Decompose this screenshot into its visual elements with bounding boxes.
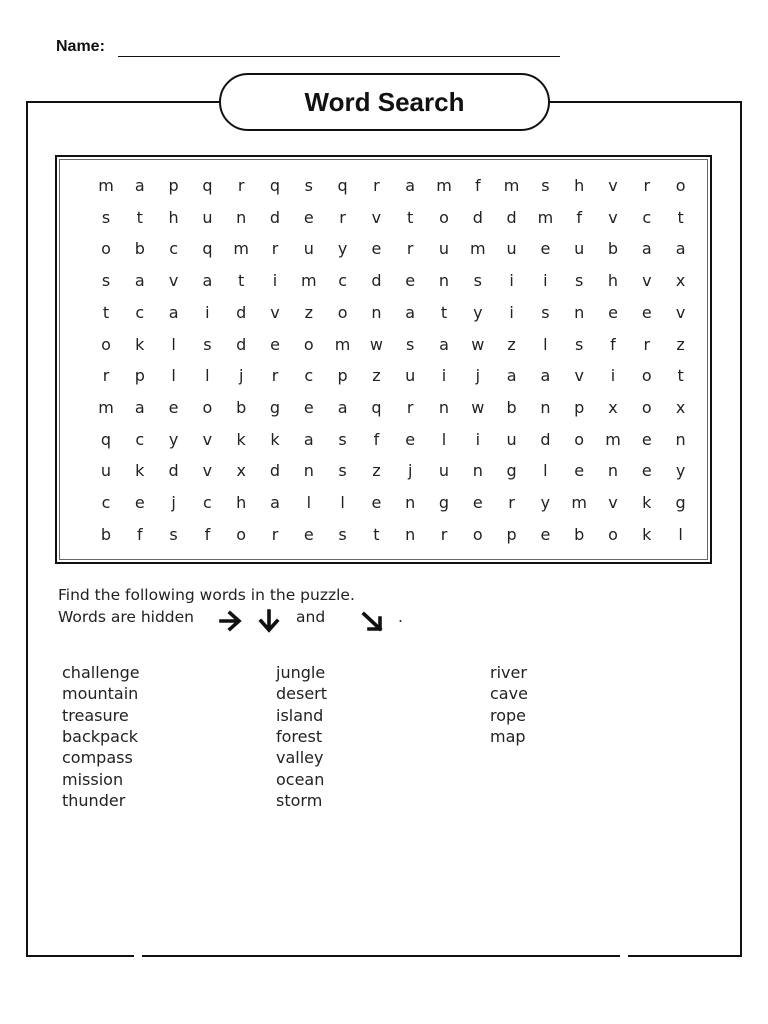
- grid-letter[interactable]: t: [440, 302, 448, 322]
- grid-letter[interactable]: e: [270, 334, 280, 354]
- grid-letter[interactable]: r: [271, 239, 279, 259]
- grid-letter[interactable]: n: [371, 302, 382, 322]
- grid-letter[interactable]: o: [439, 207, 449, 227]
- grid-letter[interactable]: h: [574, 176, 585, 195]
- grid-letter[interactable]: t: [407, 207, 414, 227]
- grid-letter[interactable]: v: [202, 461, 213, 481]
- grid-letter[interactable]: b: [574, 524, 585, 544]
- grid-letter[interactable]: y: [337, 239, 348, 259]
- arrow-down-icon: [256, 608, 282, 634]
- grid-letter[interactable]: e: [134, 493, 145, 512]
- grid-letter[interactable]: q: [202, 176, 213, 195]
- word-item: valley: [276, 748, 324, 767]
- grid-letter[interactable]: r: [643, 176, 651, 195]
- grid-letter[interactable]: m: [233, 239, 249, 259]
- grid-letter[interactable]: s: [541, 176, 550, 195]
- grid-letter[interactable]: r: [440, 524, 448, 544]
- grid-letter[interactable]: e: [371, 493, 382, 512]
- grid-letter[interactable]: p: [506, 524, 517, 544]
- grid-letter[interactable]: m: [537, 207, 554, 227]
- grid-letter[interactable]: m: [301, 271, 317, 291]
- instruction-prefix: Words are hidden: [58, 608, 195, 626]
- grid-letter[interactable]: d: [540, 429, 551, 449]
- grid-letter[interactable]: l: [171, 366, 176, 386]
- grid-letter[interactable]: r: [406, 239, 414, 259]
- grid-letter[interactable]: m: [503, 176, 520, 195]
- grid-letter[interactable]: r: [271, 366, 279, 386]
- grid-letter[interactable]: e: [540, 524, 551, 544]
- grid-letter[interactable]: t: [238, 271, 245, 291]
- word-item: map: [490, 727, 526, 746]
- word-item: river: [490, 663, 527, 682]
- grid-letter[interactable]: a: [405, 302, 416, 322]
- grid-letter[interactable]: i: [441, 366, 447, 386]
- page-title: Word Search: [304, 86, 465, 117]
- letter-grid: [57, 157, 710, 562]
- name-line[interactable]: [118, 56, 560, 57]
- grid-letter[interactable]: p: [168, 176, 179, 195]
- grid-letter[interactable]: a: [439, 334, 449, 354]
- grid-letter[interactable]: k: [270, 429, 280, 449]
- grid-letter[interactable]: l: [205, 366, 210, 386]
- name-label: Name:: [56, 38, 105, 55]
- grid-letter[interactable]: n: [675, 429, 686, 449]
- grid-letter[interactable]: c: [202, 493, 212, 512]
- grid-letter[interactable]: k: [642, 493, 652, 512]
- grid-letter[interactable]: f: [204, 524, 211, 544]
- grid-letter[interactable]: z: [676, 334, 685, 354]
- grid-letter[interactable]: a: [405, 176, 416, 195]
- grid-letter[interactable]: n: [405, 524, 416, 544]
- grid-letter[interactable]: f: [136, 524, 143, 544]
- grid-letter[interactable]: d: [506, 207, 517, 227]
- grid-letter[interactable]: i: [272, 271, 278, 291]
- grid-letter[interactable]: r: [373, 176, 380, 195]
- grid-letter[interactable]: s: [575, 271, 584, 291]
- grid-letter[interactable]: b: [134, 239, 145, 259]
- grid-letter[interactable]: a: [168, 302, 179, 322]
- grid-letter[interactable]: s: [101, 271, 111, 291]
- word-item: thunder: [62, 791, 126, 810]
- title-banner: [219, 73, 550, 131]
- grid-letter[interactable]: a: [641, 239, 652, 259]
- grid-letter[interactable]: o: [303, 334, 314, 354]
- grid-letter[interactable]: s: [101, 207, 111, 227]
- grid-letter[interactable]: g: [269, 397, 281, 417]
- grid-letter[interactable]: a: [270, 493, 280, 512]
- grid-letter[interactable]: v: [608, 176, 618, 195]
- grid-letter[interactable]: e: [641, 429, 652, 449]
- grid-letter[interactable]: x: [675, 397, 686, 417]
- grid-letter[interactable]: a: [134, 271, 145, 291]
- grid-letter[interactable]: k: [236, 429, 246, 449]
- grid-letter[interactable]: o: [101, 239, 111, 259]
- grid-letter[interactable]: m: [334, 334, 351, 354]
- grid-letter[interactable]: e: [641, 461, 652, 481]
- grid-letter[interactable]: r: [339, 207, 346, 227]
- grid-letter[interactable]: q: [337, 176, 348, 195]
- grid-letter[interactable]: a: [303, 429, 314, 449]
- grid-letter[interactable]: r: [271, 524, 279, 544]
- word-item: backpack: [62, 727, 139, 746]
- grid-letter[interactable]: v: [642, 271, 652, 291]
- grid-letter[interactable]: l: [171, 334, 176, 354]
- arrow-right-icon: [218, 609, 244, 633]
- grid-letter[interactable]: v: [608, 207, 618, 227]
- grid-letter[interactable]: d: [269, 461, 281, 481]
- grid-letter[interactable]: h: [168, 207, 179, 227]
- word-item: cave: [490, 684, 528, 703]
- grid-letter[interactable]: e: [405, 271, 416, 291]
- grid-letter[interactable]: j: [171, 493, 176, 512]
- grid-letter[interactable]: e: [168, 397, 179, 417]
- grid-letter[interactable]: c: [135, 302, 145, 322]
- grid-letter[interactable]: b: [236, 397, 247, 417]
- grid-letter[interactable]: u: [574, 239, 585, 259]
- grid-letter[interactable]: a: [675, 239, 686, 259]
- grid-letter[interactable]: o: [101, 334, 111, 354]
- arrow-down-right-icon: [360, 609, 386, 635]
- word-item: forest: [276, 727, 323, 746]
- grid-letter[interactable]: w: [369, 334, 383, 354]
- grid-letter[interactable]: i: [475, 429, 481, 449]
- grid-letter[interactable]: s: [338, 429, 347, 449]
- grid-letter[interactable]: o: [236, 524, 247, 544]
- grid-letter[interactable]: u: [303, 239, 314, 259]
- grid-letter[interactable]: q: [100, 429, 112, 449]
- grid-letter[interactable]: m: [470, 239, 486, 259]
- word-item: challenge: [62, 663, 140, 682]
- grid-letter[interactable]: r: [102, 366, 110, 386]
- grid-letter[interactable]: y: [675, 461, 686, 481]
- grid-letter[interactable]: r: [643, 334, 651, 354]
- grid-letter[interactable]: l: [306, 493, 312, 512]
- grid-letter[interactable]: u: [506, 239, 517, 259]
- grid-letter[interactable]: u: [438, 461, 450, 481]
- word-item: desert: [276, 684, 328, 703]
- grid-letter[interactable]: y: [540, 493, 551, 512]
- grid-letter[interactable]: d: [168, 461, 179, 481]
- grid-letter[interactable]: x: [608, 397, 618, 417]
- grid-letter[interactable]: g: [438, 493, 450, 512]
- grid-letter[interactable]: m: [98, 176, 114, 195]
- grid-letter[interactable]: i: [610, 366, 616, 386]
- grid-letter[interactable]: e: [608, 302, 618, 322]
- grid-letter[interactable]: c: [169, 239, 178, 259]
- grid-letter[interactable]: e: [641, 302, 652, 322]
- grid-letter[interactable]: f: [373, 429, 380, 449]
- grid-letter[interactable]: u: [202, 207, 213, 227]
- grid-letter[interactable]: n: [472, 461, 483, 481]
- grid-letter[interactable]: h: [236, 493, 247, 512]
- grid-letter[interactable]: o: [641, 397, 652, 417]
- grid-letter[interactable]: t: [136, 207, 143, 227]
- grid-letter[interactable]: e: [303, 397, 314, 417]
- word-item: treasure: [62, 706, 129, 725]
- frame-gap-left: [134, 955, 142, 959]
- grid-letter[interactable]: c: [101, 493, 111, 512]
- grid-letter[interactable]: n: [607, 461, 619, 481]
- word-item: ocean: [276, 770, 325, 789]
- grid-letter[interactable]: p: [337, 366, 348, 386]
- grid-letter[interactable]: l: [441, 429, 447, 449]
- grid-letter[interactable]: t: [677, 207, 684, 227]
- frame-gap-right: [620, 955, 628, 959]
- grid-letter[interactable]: p: [574, 397, 585, 417]
- grid-letter[interactable]: h: [607, 271, 619, 291]
- grid-letter[interactable]: j: [475, 366, 481, 386]
- grid-letter[interactable]: z: [507, 334, 516, 354]
- grid-letter[interactable]: d: [371, 271, 382, 291]
- grid-letter[interactable]: w: [471, 334, 485, 354]
- grid-letter[interactable]: s: [338, 461, 347, 481]
- grid-letter[interactable]: z: [372, 366, 381, 386]
- grid-letter[interactable]: a: [506, 366, 517, 386]
- grid-letter[interactable]: t: [373, 524, 380, 544]
- grid-letter[interactable]: u: [100, 461, 112, 481]
- grid-letter[interactable]: o: [641, 366, 652, 386]
- grid-letter[interactable]: n: [438, 397, 450, 417]
- grid-letter[interactable]: v: [270, 302, 280, 322]
- grid-letter[interactable]: l: [543, 334, 548, 354]
- grid-letter[interactable]: s: [541, 302, 550, 322]
- grid-letter[interactable]: v: [675, 302, 686, 322]
- grid-letter[interactable]: o: [675, 176, 686, 195]
- grid-letter[interactable]: a: [540, 366, 551, 386]
- grid-letter[interactable]: m: [605, 429, 621, 449]
- grid-letter[interactable]: i: [543, 271, 548, 291]
- grid-letter[interactable]: f: [474, 176, 481, 195]
- grid-letter[interactable]: e: [540, 239, 551, 259]
- grid-letter[interactable]: d: [236, 302, 247, 322]
- grid-letter[interactable]: n: [574, 302, 585, 322]
- grid-letter[interactable]: n: [540, 397, 551, 417]
- grid-letter[interactable]: e: [472, 493, 483, 512]
- grid-letter[interactable]: e: [371, 239, 382, 259]
- grid-letter[interactable]: k: [135, 334, 145, 354]
- letter-grid-box: [55, 155, 712, 564]
- instruction-line-2: [58, 608, 194, 626]
- grid-letter[interactable]: s: [203, 334, 212, 354]
- grid-letter[interactable]: s: [406, 334, 415, 354]
- grid-letter[interactable]: r: [237, 176, 245, 195]
- grid-letter[interactable]: m: [98, 397, 114, 417]
- grid-letter[interactable]: d: [236, 334, 247, 354]
- grid-letter[interactable]: o: [337, 302, 348, 322]
- grid-letter[interactable]: c: [642, 207, 652, 227]
- word-item: storm: [276, 791, 323, 810]
- grid-letter[interactable]: m: [436, 176, 452, 195]
- grid-letter[interactable]: n: [236, 207, 247, 227]
- grid-letter[interactable]: o: [574, 429, 585, 449]
- grid-letter[interactable]: q: [371, 397, 382, 417]
- word-item: mission: [62, 770, 124, 789]
- grid-letter[interactable]: q: [269, 176, 281, 195]
- instruction-line-1: Find the following words in the puzzle.: [58, 586, 355, 604]
- grid-letter[interactable]: k: [642, 524, 652, 544]
- grid-letter[interactable]: n: [405, 493, 416, 512]
- grid-letter[interactable]: c: [338, 271, 347, 291]
- grid-letter[interactable]: v: [608, 493, 618, 512]
- grid-letter[interactable]: j: [407, 461, 413, 481]
- grid-letter[interactable]: t: [102, 302, 110, 322]
- grid-letter[interactable]: s: [169, 524, 178, 544]
- grid-letter[interactable]: v: [168, 271, 179, 291]
- word-item: compass: [62, 748, 133, 767]
- grid-letter[interactable]: d: [269, 207, 281, 227]
- grid-letter[interactable]: l: [543, 461, 548, 481]
- grid-letter[interactable]: g: [506, 461, 517, 481]
- grid-letter[interactable]: r: [406, 397, 414, 417]
- grid-letter[interactable]: s: [473, 271, 482, 291]
- grid-letter[interactable]: n: [438, 271, 450, 291]
- grid-letter[interactable]: f: [610, 334, 616, 354]
- grid-letter[interactable]: b: [607, 239, 619, 259]
- grid-letter[interactable]: i: [205, 302, 210, 322]
- grid-letter[interactable]: e: [303, 524, 314, 544]
- grid-letter[interactable]: o: [472, 524, 483, 544]
- word-item: mountain: [62, 684, 139, 703]
- grid-letter[interactable]: p: [134, 366, 145, 386]
- grid-letter[interactable]: y: [168, 429, 179, 449]
- grid-letter[interactable]: k: [135, 461, 145, 481]
- grid-letter[interactable]: a: [202, 271, 213, 291]
- grid-letter[interactable]: g: [675, 493, 686, 512]
- grid-letter[interactable]: b: [506, 397, 517, 417]
- grid-letter[interactable]: e: [405, 429, 416, 449]
- grid-letter[interactable]: b: [100, 524, 112, 544]
- grid-letter[interactable]: z: [372, 461, 381, 481]
- grid-letter[interactable]: c: [135, 429, 145, 449]
- grid-letter[interactable]: l: [678, 524, 683, 544]
- grid-letter[interactable]: a: [134, 176, 145, 195]
- grid-letter[interactable]: d: [472, 207, 483, 227]
- grid-letter[interactable]: a: [134, 397, 145, 417]
- grid-letter[interactable]: c: [304, 366, 314, 386]
- grid-letter[interactable]: s: [304, 176, 313, 195]
- grid-letter[interactable]: e: [574, 461, 585, 481]
- grid-letter[interactable]: r: [508, 493, 515, 512]
- grid-letter[interactable]: i: [509, 271, 514, 291]
- grid-letter[interactable]: x: [236, 461, 246, 481]
- grid-letter[interactable]: o: [202, 397, 213, 417]
- grid-letter[interactable]: q: [202, 239, 213, 259]
- grid-letter[interactable]: s: [338, 524, 347, 544]
- grid-letter[interactable]: y: [473, 302, 483, 322]
- grid-letter[interactable]: v: [202, 429, 213, 449]
- grid-letter[interactable]: j: [238, 366, 244, 386]
- grid-letter[interactable]: i: [509, 302, 514, 322]
- grid-letter[interactable]: v: [371, 207, 382, 227]
- word-item: jungle: [276, 663, 326, 682]
- grid-letter[interactable]: e: [303, 207, 314, 227]
- grid-letter[interactable]: t: [677, 366, 684, 386]
- instruction-and: and: [296, 608, 326, 626]
- grid-letter[interactable]: w: [471, 397, 485, 417]
- word-item: island: [276, 706, 324, 725]
- grid-letter[interactable]: s: [575, 334, 584, 354]
- grid-letter[interactable]: u: [405, 366, 416, 386]
- grid-letter[interactable]: z: [304, 302, 313, 322]
- grid-letter[interactable]: a: [337, 397, 348, 417]
- grid-letter[interactable]: n: [303, 461, 314, 481]
- grid-letter[interactable]: x: [675, 271, 686, 291]
- grid-letter[interactable]: v: [574, 366, 584, 386]
- word-item: rope: [490, 706, 527, 725]
- grid-letter[interactable]: l: [340, 493, 345, 512]
- grid-letter[interactable]: f: [576, 207, 582, 227]
- grid-letter[interactable]: u: [438, 239, 450, 259]
- instruction-period: .: [398, 608, 403, 626]
- grid-letter[interactable]: o: [608, 524, 618, 544]
- grid-letter[interactable]: u: [506, 429, 517, 449]
- grid-letter[interactable]: m: [571, 493, 587, 512]
